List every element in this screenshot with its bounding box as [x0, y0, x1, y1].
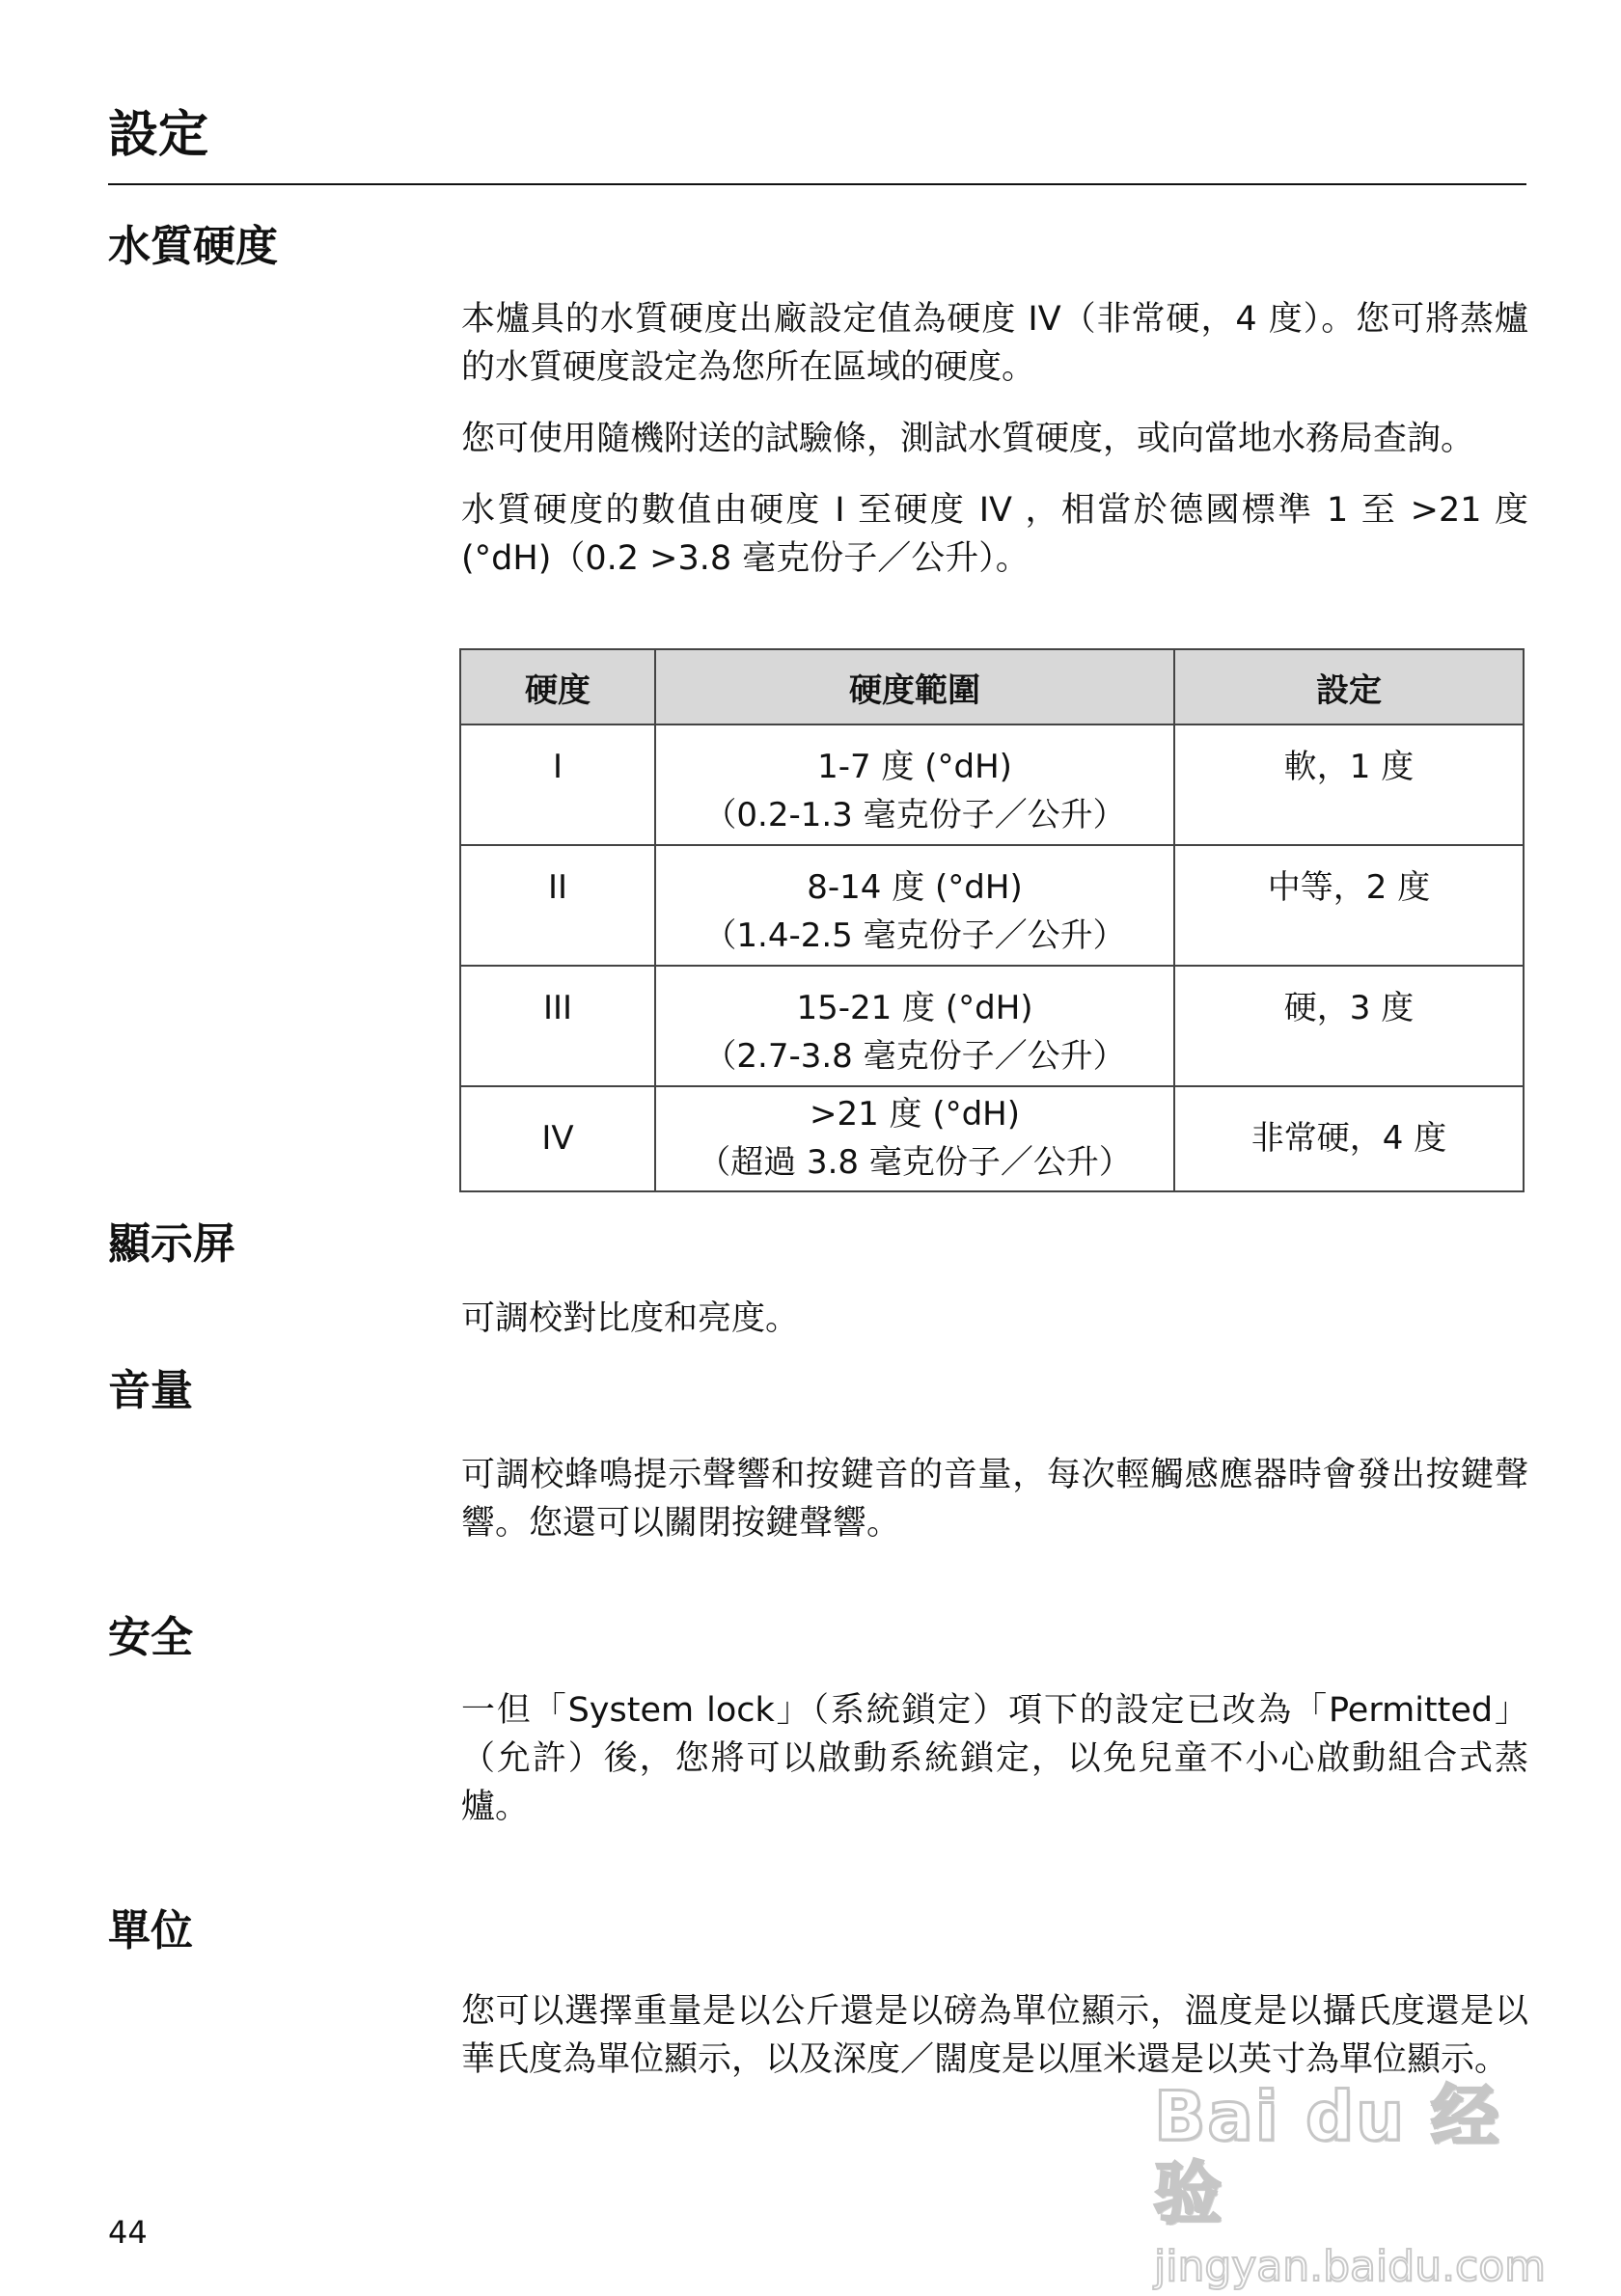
table-cell-level: III [460, 966, 655, 1086]
volume-text: 可調校蜂鳴提示聲響和按鍵音的音量，每次輕觸感應器時會發出按鍵聲響。您還可以關閉按鍵聲響。 [461, 1456, 1528, 1543]
table-cell-setting: 軟，1 度 [1174, 724, 1524, 845]
table-row [460, 724, 1524, 845]
table-header-level: 硬度 [460, 649, 655, 724]
table-cell-level: II [460, 845, 655, 966]
table-row [460, 845, 1524, 966]
table-cell-range [655, 845, 1174, 966]
range-primary: >21 度 (°dH) [809, 1095, 1021, 1134]
table-header-setting: 設定 [1174, 649, 1524, 724]
display-text: 可調校對比度和亮度。 [461, 1299, 800, 1338]
table-row [460, 1086, 1524, 1191]
watermark-url: jingyan.baidu.com [1154, 2242, 1547, 2291]
hardness-table [459, 648, 1525, 1192]
display-body [461, 1295, 1528, 1366]
range-primary: 8-14 度 (°dH) [807, 868, 1023, 907]
volume-body [461, 1451, 1528, 1571]
table-cell-setting: 硬，3 度 [1174, 966, 1524, 1086]
units-text: 您可以選擇重量是以公斤還是以磅為單位顯示，溫度是以攝氏度還是以華氏度為單位顯示，以及深度／闊度是以厘米還是以英寸為單位顯示。 [461, 1992, 1528, 2079]
range-secondary: （2.7-3.8 毫克份子／公升） [703, 1037, 1126, 1076]
table-row [460, 966, 1524, 1086]
water-hardness-paragraph-1: 本爐具的水質硬度出廠設定值為硬度 IV（非常硬，4 度）。您可將蒸爐的水質硬度設定為您所在區域的硬度。 [461, 300, 1528, 387]
hardness-table-wrapper [459, 648, 1523, 1192]
table-header-row [460, 649, 1524, 724]
range-secondary: （超過 3.8 毫克份子／公升） [698, 1143, 1132, 1182]
units-heading: 單位 [108, 1906, 193, 1955]
table-header-range: 硬度範圍 [655, 649, 1174, 724]
baidu-watermark [1154, 2077, 1547, 2291]
volume-heading: 音量 [108, 1366, 193, 1415]
table-cell-level: I [460, 724, 655, 845]
water-hardness-paragraph-2: 您可使用隨機附送的試驗條，測試水質硬度，或向當地水務局查詢。 [461, 420, 1475, 458]
table-cell-range [655, 724, 1174, 845]
water-hardness-body [461, 295, 1528, 606]
display-heading: 顯示屏 [108, 1219, 235, 1269]
safety-heading: 安全 [108, 1613, 193, 1662]
table-cell-setting: 中等，2 度 [1174, 845, 1524, 966]
safety-body [461, 1686, 1528, 1854]
page-number: 44 [108, 2214, 148, 2251]
table-cell-range [655, 1086, 1174, 1191]
range-primary: 15-21 度 (°dH) [796, 989, 1033, 1027]
range-primary: 1-7 度 (°dH) [817, 748, 1012, 786]
safety-text: 一但「System lock」（系統鎖定）項下的設定已改為「Permitted」（允許）後，您將可以啟動系統鎖定，以免兒童不小心啟動組合式蒸爐。 [461, 1691, 1528, 1826]
page-title: 設定 [108, 106, 209, 164]
range-secondary: （1.4-2.5 毫克份子／公升） [703, 916, 1126, 955]
water-hardness-heading: 水質硬度 [108, 222, 278, 271]
table-cell-range [655, 966, 1174, 1086]
title-divider [108, 183, 1526, 185]
table-cell-level: IV [460, 1086, 655, 1191]
table-cell-setting: 非常硬，4 度 [1174, 1086, 1524, 1191]
range-secondary: （0.2-1.3 毫克份子／公升） [703, 796, 1126, 834]
watermark-logo-text: Bai du 经验 [1154, 2077, 1501, 2233]
water-hardness-paragraph-3: 水質硬度的數值由硬度 I 至硬度 IV ，相當於德國標準 1 至 >21 度 (°dH)（0.2 >3.8 毫克份子／公升）。 [461, 491, 1528, 578]
